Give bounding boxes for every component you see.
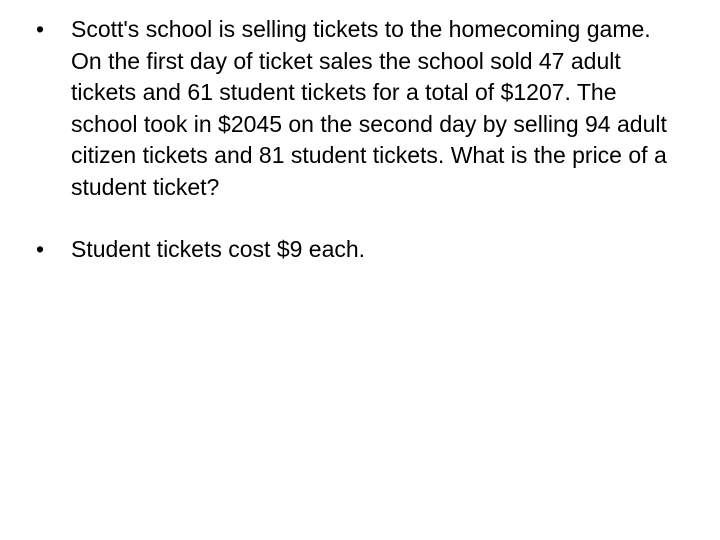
bullet-marker: •: [36, 16, 45, 42]
bullet-answer: [36, 234, 676, 266]
bullet-list: [36, 14, 676, 266]
answer-text: Student tickets cost $9 each.: [71, 236, 366, 262]
bullet-marker: •: [36, 236, 45, 262]
question-text: Scott's school is selling tickets to the homecoming game. On the first day of ticket sales the school sold 47 adult tickets and 61 student tickets for a total of $1207. The school took in $2045 on the second day by selling 94 adult citizen tickets and 81 student tickets. What is the price of a student ticket?: [71, 16, 667, 200]
bullet-question: [36, 14, 676, 203]
